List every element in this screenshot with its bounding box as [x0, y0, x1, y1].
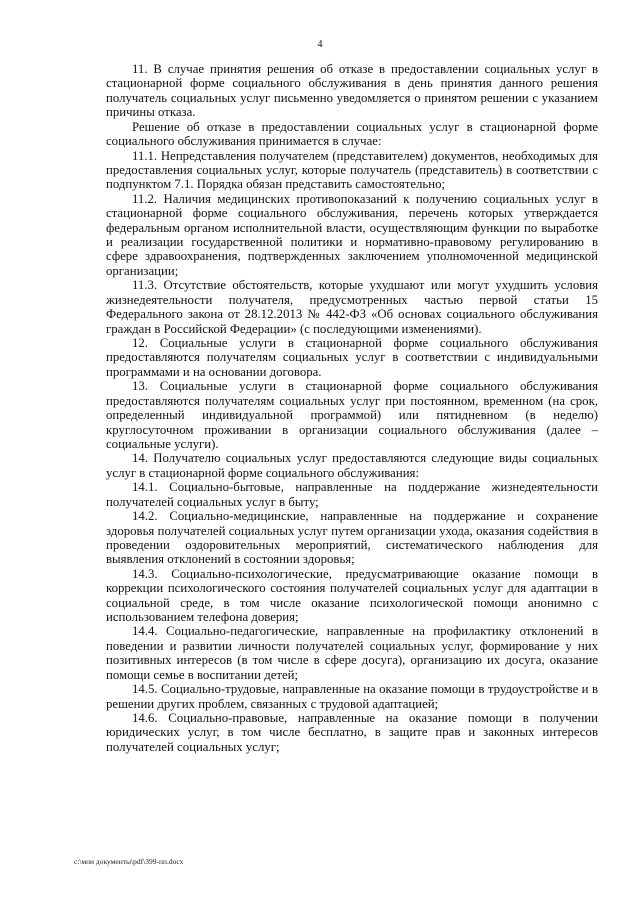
- paragraph-14-5: 14.5. Социально-трудовые, направленные на оказание помощи в трудоустройстве и в решении других проблем, связанных с трудовой адаптацией;: [106, 682, 598, 711]
- file-path-footer: c:\мои документы\pdf\399-пп.docx: [74, 857, 184, 866]
- paragraph-14-1: 14.1. Социально-бытовые, направленные на поддержание жизнедеятельности получателей социальных услуг в быту;: [106, 480, 598, 509]
- paragraph-11-1: 11.1. Непредставления получателем (представителем) документов, необходимых для предоставления социальных услуг, которые получатель (представитель) в соответствии с подпунктом 7.1. Порядка обязан представить самостоятельно;: [106, 148, 598, 192]
- paragraph-11-2: 11.2. Наличия медицинских противопоказаний к получению социальных услуг в стационарной форме социального обслуживания, перечень которых утверждается федеральным органом исполнительной власти, осуществляющим функции по выработке и реализации государственной политики и нормативно-правовому регулированию в сфере здравоохранения, подтвержденных заключением уполномоченной медицинской организации;: [106, 191, 598, 278]
- paragraph-14-3: 14.3. Социально-психологические, предусматривающие оказание помощи в коррекции психологического состояния получателей социальных услуг для адаптации в социальной среде, в том числе оказание психологической помощи анонимно с использованием телефона доверия;: [106, 566, 598, 625]
- paragraph-13: 13. Социальные услуги в стационарной форме социального обслуживания предоставляются получателям социальных услуг при постоянном, временном (на срок, определенный индивидуальной программой) или пятидневном (в неделю) круглосуточном проживании в организации социального обслуживания (далее – социальные услуги).: [106, 379, 598, 451]
- paragraph-11-3: 11.3. Отсутствие обстоятельств, которые ухудшают или могут ухудшить условия жизнедеятельности получателя, предусмотренных частью первой статьи 15 Федерального закона от 28.12.2013 № 442-ФЗ «Об основах социального обслуживания граждан в Российской Федерации» (с последующими изменениями).: [106, 278, 598, 336]
- paragraph-14: 14. Получателю социальных услуг предоставляются следующие виды социальных услуг в стационарной форме социального обслуживания:: [106, 451, 598, 480]
- page-number: 4: [317, 39, 323, 50]
- document-body: [106, 62, 598, 754]
- paragraph-14-2: 14.2. Социально-медицинские, направленные на поддержание и сохранение здоровья получателей социальных услуг путем организации ухода, оказания содействия в проведении оздоровительных мероприятий, систематического наблюдения для выявления отклонений в состоянии здоровья;: [106, 509, 598, 567]
- paragraph-12: 12. Социальные услуги в стационарной форме социального обслуживания предоставляются получателям социальных услуг в соответствии с индивидуальными программами и на основании договора.: [106, 336, 598, 379]
- paragraph-11: 11. В случае принятия решения об отказе в предоставлении социальных услуг в стационарной форме социального обслуживания в день принятия данного решения получатель социальных услуг письменно уведомляется о принятом решении с указанием причины отказа.: [106, 62, 598, 120]
- paragraph-14-6: 14.6. Социально-правовые, направленные на оказание помощи в получении юридических услуг, в том числе бесплатно, в защите прав и законных интересов получателей социальных услуг;: [106, 710, 598, 754]
- paragraph-refusal-intro: Решение об отказе в предоставлении социальных услуг в стационарной форме социального обслуживания принимается в случае:: [106, 119, 598, 149]
- paragraph-14-4: 14.4. Социально-педагогические, направленные на профилактику отклонений в поведении и развитии личности получателей социальных услуг, формирование у них позитивных интересов (в том числе в сфере досуга), организацию их досуга, оказание помощи семье в воспитании детей;: [106, 624, 598, 682]
